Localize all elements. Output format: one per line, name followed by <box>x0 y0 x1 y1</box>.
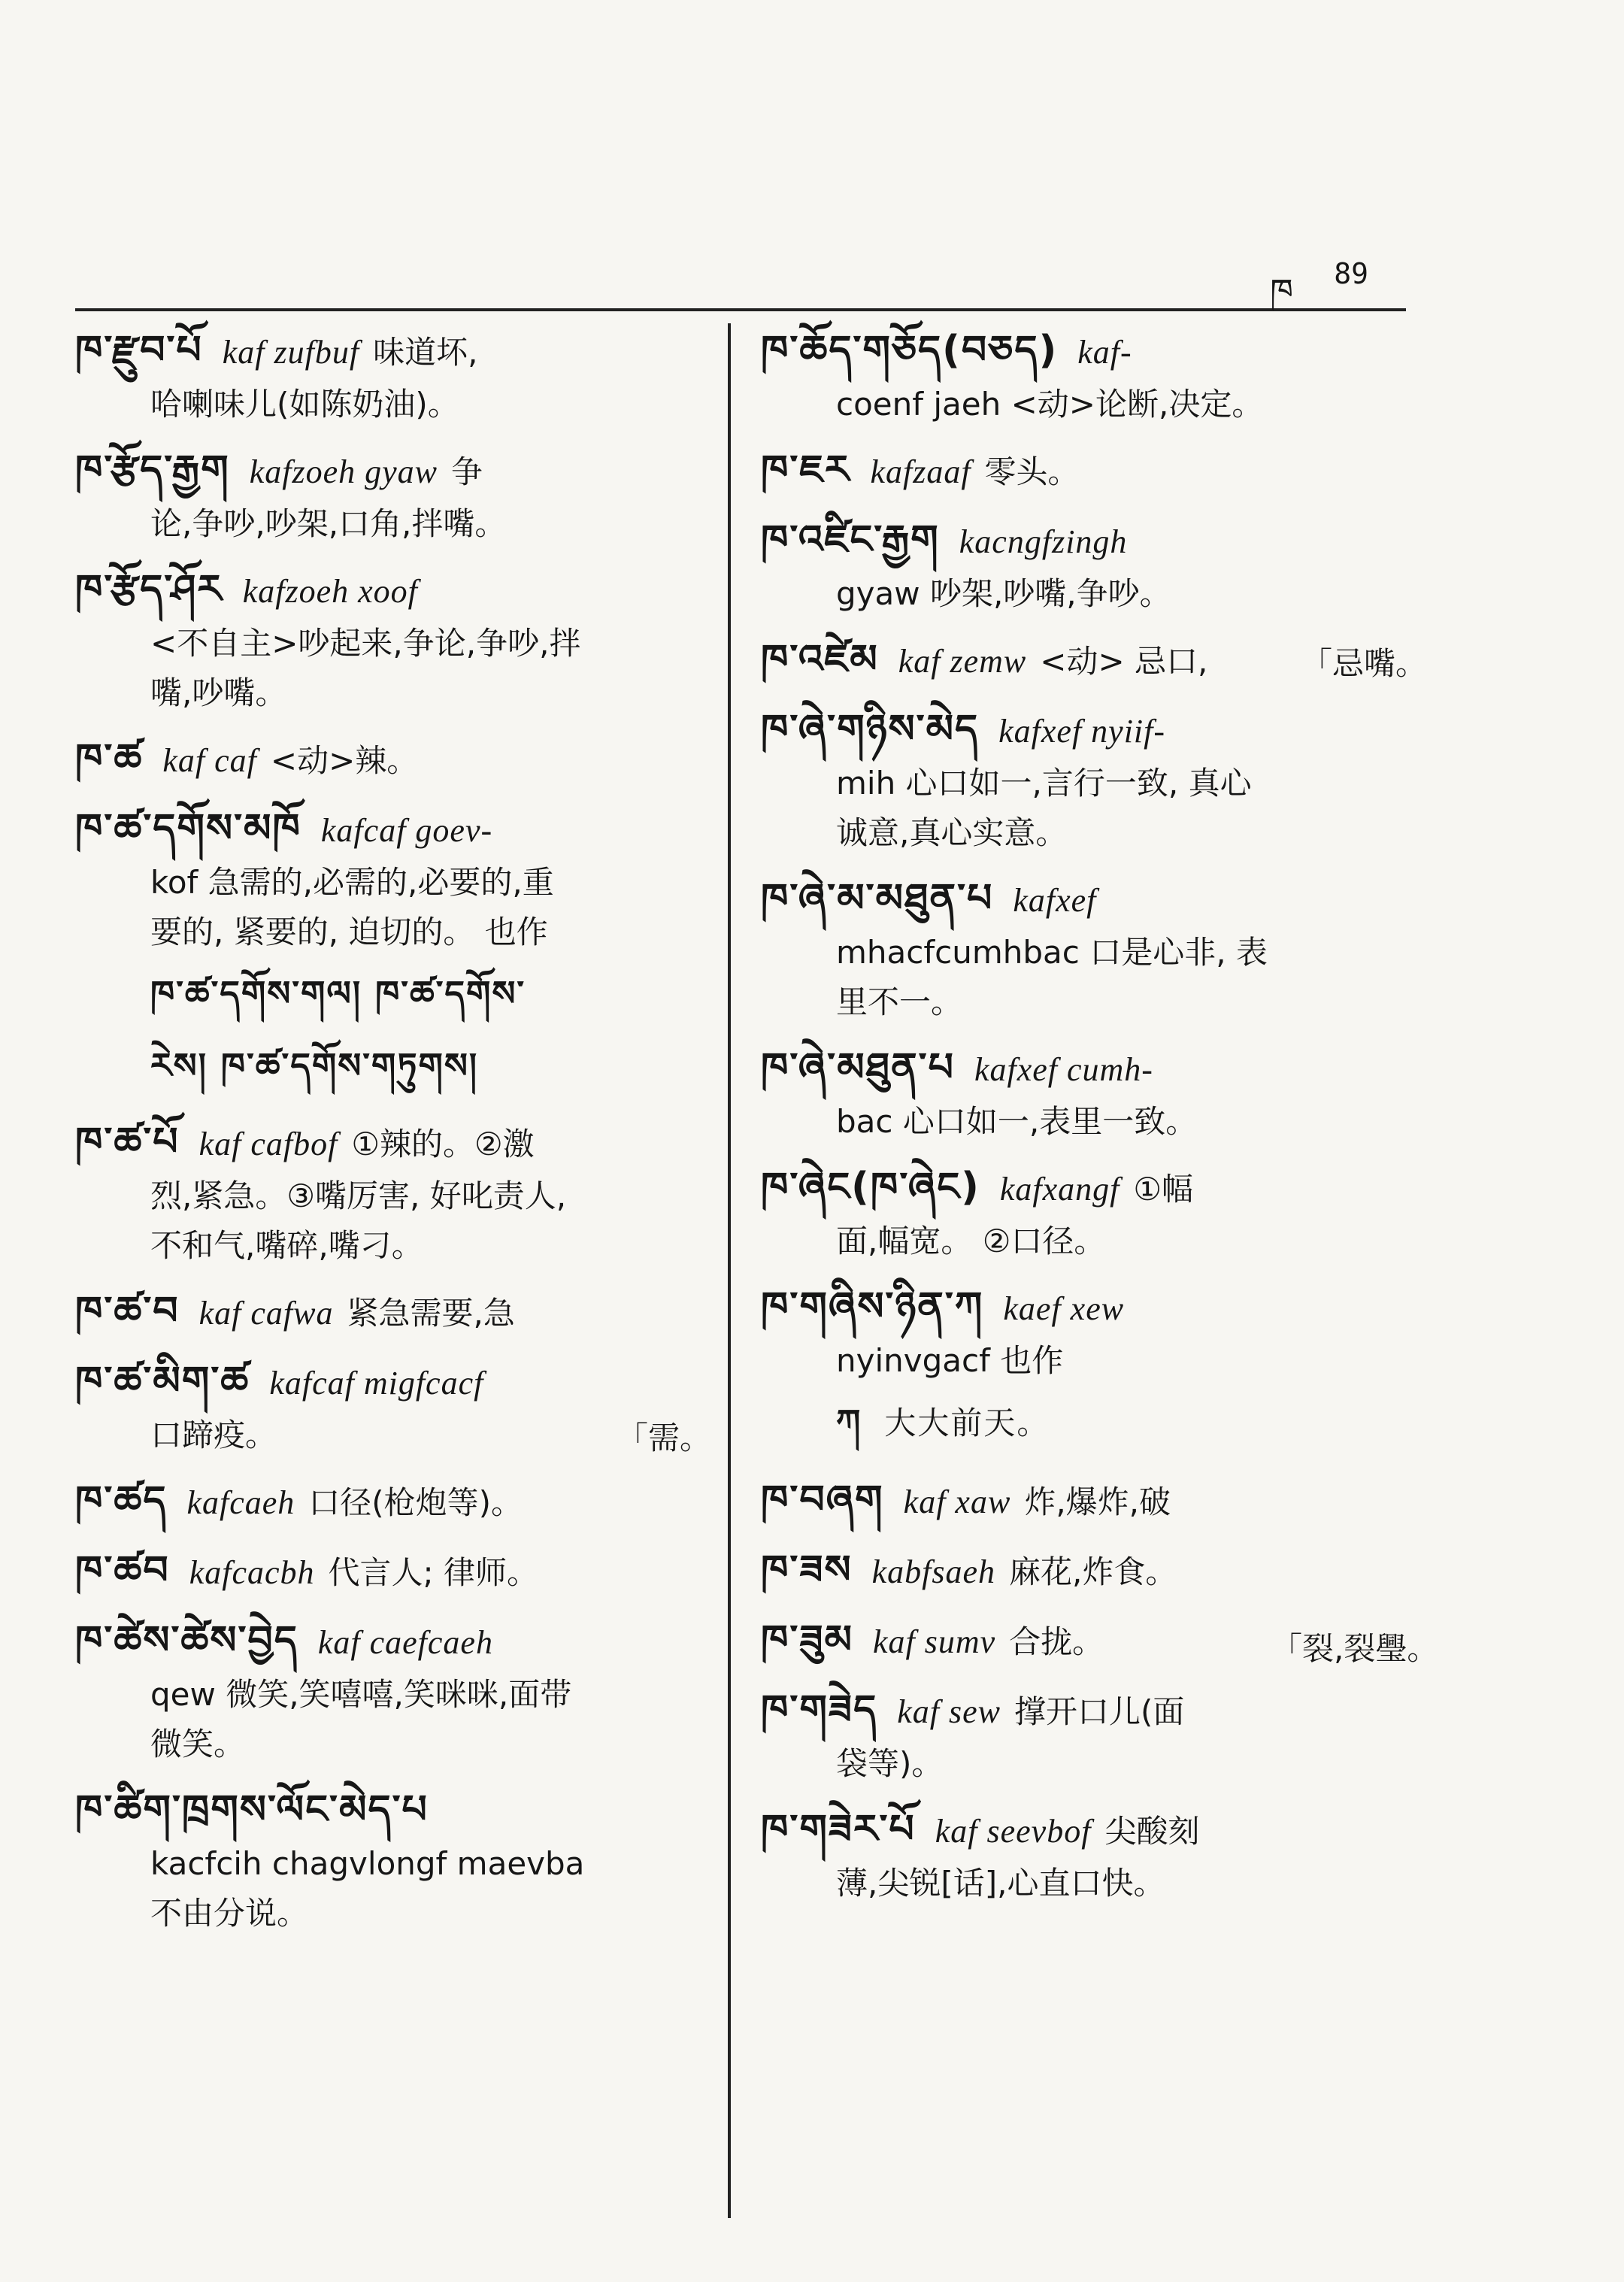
romanization: kaf cafbof <box>198 1126 338 1162</box>
romanization: kafxangf <box>999 1171 1120 1208</box>
definition: 口径(枪炮等)。 <box>308 1484 523 1521</box>
definition: 撑开口儿(面 <box>1013 1693 1185 1730</box>
definition: 味道坏, <box>373 334 478 371</box>
definition: <动> 忌口, <box>1040 643 1208 680</box>
entry-headline <box>761 871 1406 928</box>
overflow-mark-avoid: 「忌嘴。 <box>1301 645 1428 682</box>
entry-headline <box>75 1783 707 1839</box>
dictionary-entry <box>761 513 1406 619</box>
tibetan-headword: ཁ་ཚ་བ <box>75 1289 180 1334</box>
definition: 尖酸刻 <box>1104 1813 1200 1850</box>
entry-headline <box>75 1284 707 1341</box>
definition-continuation: 烈,紧急。③嘴厉害, 好叱责人, <box>150 1177 567 1214</box>
right-column <box>761 323 1406 1922</box>
overflow-mark-need: 「需。 <box>617 1420 712 1456</box>
romanization: kafcacbh <box>189 1554 315 1591</box>
definition: ①辣的。②激 <box>351 1126 535 1162</box>
definition-continuation: 口蹄疫。 <box>150 1417 277 1453</box>
dictionary-entry <box>75 1354 707 1460</box>
definition-continuation: nyinvgacf 也作 <box>836 1342 1064 1379</box>
definition: 合拢。 <box>1009 1623 1104 1660</box>
definition-continuation: kof 急需的,必需的,必要的,重 <box>150 864 554 901</box>
header-letter: ཁ <box>1270 272 1293 311</box>
tibetan-headword: ཁ་ཟས <box>761 1547 853 1593</box>
definition-continuation: 哈喇味儿(如陈奶油)。 <box>150 386 459 423</box>
definition: 炸,爆炸,破 <box>1024 1483 1171 1520</box>
tibetan-headword: ཁ་ཞེ་མ་མཐུན་པ <box>761 876 994 921</box>
definition-continuation: 里不一。 <box>836 983 963 1020</box>
definition-continuation: 不由分说。 <box>150 1895 309 1932</box>
tibetan-headword: ཁ་འཛེམ <box>761 637 879 682</box>
dictionary-entry <box>761 1683 1406 1789</box>
tibetan-headword: ཁ་ཚེས་ཚེས་བྱེད <box>75 1618 298 1663</box>
dictionary-entry <box>75 562 707 718</box>
entry-headline <box>75 1544 707 1600</box>
dictionary-entry <box>761 1802 1406 1908</box>
definition-continuation: <不自主>吵起来,争论,争吵,拌 <box>150 625 581 662</box>
tibetan-headword: ཁ་ཞེ་གཉིས་མེད <box>761 707 980 752</box>
romanization: kaf caefcaeh <box>317 1624 493 1661</box>
dictionary-entry <box>75 443 707 549</box>
romanization: kaef xew <box>1003 1290 1125 1327</box>
dictionary-entry <box>761 702 1406 858</box>
entry-headline <box>761 1802 1406 1859</box>
tibetan-headword: ཁ་གཞིས་ཉིན་ཀ <box>761 1284 984 1329</box>
entry-headline <box>75 802 707 858</box>
tibetan-headword: ཁ་རྩོད་རྒྱག <box>75 447 230 492</box>
romanization: kaf cafwa <box>198 1295 334 1332</box>
tibetan-headword: ཁ་ཚ་པོ <box>75 1120 180 1165</box>
dictionary-entry <box>75 1614 707 1769</box>
definition: 代言人; 律师。 <box>328 1554 539 1591</box>
definition-continuation: 嘴,吵嘴。 <box>150 674 287 711</box>
entry-headline <box>761 1160 1406 1217</box>
romanization: kaf sumv <box>872 1623 996 1660</box>
tibetan-variant: ཀ <box>836 1402 862 1442</box>
tibetan-headword: ཁ་ཆོད་གཅོད(བཅད) <box>761 328 1059 373</box>
definition-continuation: 要的, 紧要的, 迫切的。 也作 <box>150 914 548 950</box>
entry-headline <box>75 1354 707 1411</box>
entry-headline <box>75 1474 707 1530</box>
definition: 紧急需要,急 <box>347 1295 515 1332</box>
dictionary-entry <box>75 1544 707 1600</box>
definition: 麻花,炸食。 <box>1008 1553 1177 1590</box>
romanization: kaf caf <box>162 742 257 779</box>
entry-headline <box>75 1115 707 1171</box>
tibetan-variant-line <box>75 957 707 1029</box>
tibetan-headword: ཁ་རྫུབ་པོ <box>75 328 203 373</box>
romanization: kaf xaw <box>903 1483 1011 1520</box>
entry-headline <box>75 443 707 499</box>
entry-headline <box>761 1543 1406 1599</box>
tibetan-headword: ཁ་ཇར <box>761 447 851 492</box>
tibetan-headword: ཁ་ཞེང(ཁ་ཞེང) <box>761 1165 980 1210</box>
definition-continuation: gyaw 吵架,吵嘴,争吵。 <box>836 575 1171 612</box>
entry-headline <box>75 562 707 619</box>
definition-continuation: 诚意,真心实意。 <box>836 814 1068 851</box>
romanization: kaf zufbuf <box>222 334 360 371</box>
dictionary-entry <box>761 1280 1406 1459</box>
dictionary-entry <box>761 871 1406 1027</box>
dictionary-entry <box>75 323 707 429</box>
tibetan-variant: ཁ་ཚ་དགོས་གལ། ཁ་ཚ་དགོས་ <box>150 973 526 1014</box>
definition-continuation: 薄,尖锐[话],心直口快。 <box>836 1865 1165 1902</box>
dictionary-entry <box>75 1284 707 1341</box>
tibetan-variant-line <box>761 1386 1406 1459</box>
entry-headline <box>761 702 1406 759</box>
dictionary-entry <box>761 323 1406 429</box>
dictionary-entry <box>75 1115 707 1271</box>
entry-headline <box>761 1041 1406 1097</box>
tibetan-headword: ཁ་ཚ་དགོས་མཁོ <box>75 806 301 851</box>
page-number: 89 <box>1334 257 1368 290</box>
tibetan-headword: ཁ་འཛིང་རྒྱག <box>761 517 940 562</box>
column-divider <box>728 323 731 2218</box>
romanization: kafxef nyiif- <box>998 713 1166 750</box>
definition-continuation: coenf jaeh <动>论断,决定。 <box>836 386 1264 423</box>
entry-headline <box>761 1280 1406 1336</box>
tibetan-headword: ཁ་གཟེད <box>761 1687 878 1732</box>
definition: 零头。 <box>984 453 1080 490</box>
tibetan-headword: ཁ་ཞེ་མཐུན་པ <box>761 1045 955 1090</box>
dictionary-entry <box>761 1473 1406 1529</box>
definition: <动>辣。 <box>270 742 419 779</box>
tibetan-headword: ཁ་རྩོད་ཤོར <box>75 567 223 612</box>
entry-headline <box>761 443 1406 499</box>
romanization: kafcaf migfcacf <box>269 1365 484 1402</box>
definition-continuation: 面,幅宽。 ②口径。 <box>836 1223 1106 1259</box>
definition-continuation: 论,争吵,吵架,口角,拌嘴。 <box>150 505 507 542</box>
definition: ①幅 <box>1133 1171 1194 1208</box>
romanization: kafxef <box>1013 882 1097 919</box>
definition-continuation: mih 心口如一,言行一致, 真心 <box>836 765 1252 802</box>
tibetan-headword: ཁ་ཚད <box>75 1478 168 1523</box>
romanization: kaf seevbof <box>935 1813 1092 1850</box>
romanization: kabfsaeh <box>871 1553 995 1590</box>
definition-continuation: qew 微笑,笑嘻嘻,笑咪咪,面带 <box>150 1676 572 1713</box>
entry-headline <box>75 323 707 380</box>
romanization: kafzoeh gyaw <box>249 453 438 490</box>
dictionary-entry <box>761 1041 1406 1147</box>
definition-continuation: 不和气,嘴碎,嘴刁。 <box>150 1227 423 1264</box>
romanization: kafcaeh <box>186 1484 295 1521</box>
definition-continuation: 袋等)。 <box>836 1745 944 1782</box>
dictionary-entry <box>761 1160 1406 1266</box>
entry-headline <box>75 732 707 788</box>
dictionary-entry <box>75 802 707 1102</box>
romanization: kafxef cumh- <box>974 1051 1153 1088</box>
entry-headline <box>75 1614 707 1670</box>
definition: 争 <box>451 453 483 490</box>
dictionary-entry <box>75 1474 707 1530</box>
definition-continuation: kacfcih chagvlongf maevba <box>150 1845 585 1882</box>
dictionary-entry <box>75 732 707 788</box>
tibetan-headword: ཁ་གཟེར་པོ <box>761 1807 916 1852</box>
romanization: kafzoeh xoof <box>242 573 418 610</box>
dictionary-entry <box>761 443 1406 499</box>
tibetan-headword: ཁ་ཚ <box>75 736 144 781</box>
tibetan-headword: ཁ་ཚིག་ཁྲགས་ལོང་མེད་པ <box>75 1787 429 1832</box>
tibetan-headword: ཁ་བཞག <box>761 1477 884 1523</box>
romanization: kafzaaf <box>870 453 971 490</box>
tibetan-variant-line <box>75 1029 707 1102</box>
definition-continuation: 微笑。 <box>150 1726 246 1762</box>
tibetan-headword: ཁ་ཟུམ <box>761 1617 853 1662</box>
romanization: kaf zemw <box>898 643 1027 680</box>
tibetan-headword: ཁ་ཚབ <box>75 1548 170 1593</box>
romanization: kafcaf goev- <box>320 812 493 849</box>
definition: 大大前天。 <box>884 1405 1050 1441</box>
romanization: kaf sew <box>897 1693 1001 1730</box>
definition-continuation: bac 心口如一,表里一致。 <box>836 1103 1198 1140</box>
dictionary-entry <box>761 1543 1406 1599</box>
dictionary-entry <box>75 1783 707 1938</box>
tibetan-headword: ཁ་ཚ་མིག་ཚ <box>75 1359 250 1404</box>
tibetan-variant: རེས། ཁ་ཚ་དགོས་གཏུགས། <box>150 1045 479 1086</box>
romanization: kacngfzingh <box>959 523 1128 560</box>
entry-headline <box>761 323 1406 380</box>
entry-headline <box>761 1683 1406 1739</box>
page-header <box>75 248 1406 311</box>
overflow-mark-split: 「裂,裂璺。 <box>1271 1630 1439 1667</box>
left-column <box>75 323 707 1952</box>
entry-headline <box>761 1473 1406 1529</box>
entry-headline <box>761 513 1406 569</box>
definition-continuation: mhacfcumhbac 口是心非, 表 <box>836 934 1268 971</box>
romanization: kaf- <box>1077 334 1132 371</box>
